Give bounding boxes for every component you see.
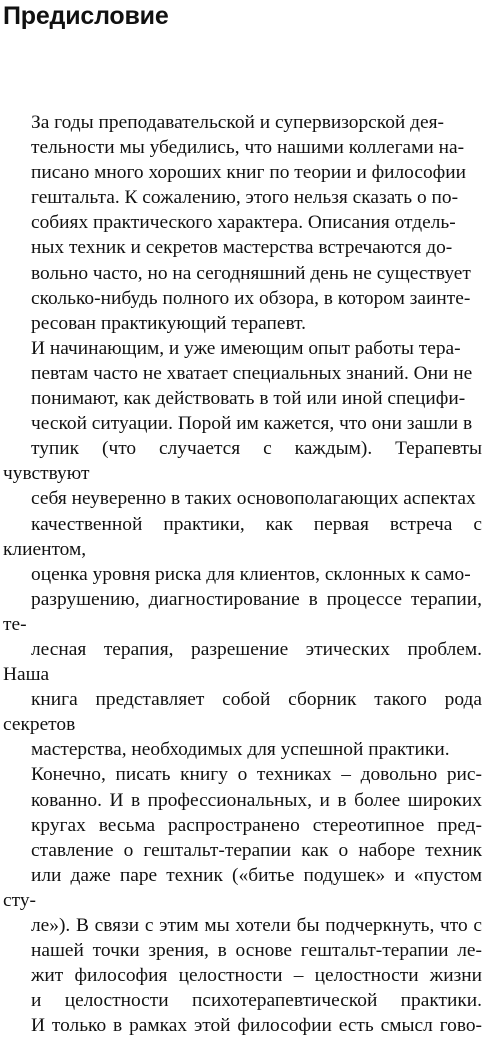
text-line: И начинающим, и уже имеющим опыт работы тера- xyxy=(31,337,461,359)
text-line: себя неуверенно в таких основополагающих аспектах xyxy=(31,488,476,510)
text-line: или даже паре техник («битье подушек» и «пустом сту- xyxy=(3,864,482,911)
text-line: гештальта. К сожалению, этого нельзя сказать о по- xyxy=(31,187,459,209)
text-line: собиях практического характера. Описания отдель- xyxy=(31,212,456,234)
text-line: мастерства, необходимых для успешной практики. xyxy=(31,739,450,761)
text-line: Конечно, писать книгу о техниках – довольно рис- xyxy=(31,764,482,786)
text-line: нашей точки зрения, в основе гештальт-терапии ле- xyxy=(31,940,482,962)
text-line: тельности мы убедились, что нашими коллегами на- xyxy=(31,137,465,159)
paragraph-1 xyxy=(3,110,482,336)
chapter-heading: Предисловие xyxy=(3,2,169,30)
text-line: ресован практикующий терапевт. xyxy=(31,312,307,334)
text-line: кругах весьма распространено стереотипное пред- xyxy=(31,814,482,836)
text-line: тупик (что случается с каждым). Терапевты чувствуют xyxy=(3,438,482,485)
text-line: качественной практики, как первая встреча с клиентом, xyxy=(3,513,482,560)
text-line: ных техник и секретов мастерства встречаются до- xyxy=(31,237,453,259)
text-line: ставление о гештальт-терапии как о наборе техник xyxy=(31,839,482,861)
text-line: лесная терапия, разрешение этических проблем. Наша xyxy=(3,638,482,686)
text-line: писано много хороших книг по теории и философии xyxy=(31,162,466,184)
paragraph-3 xyxy=(3,762,482,1038)
text-line: кованно. И в профессиональных, и в более широких xyxy=(31,789,482,811)
body-text xyxy=(3,110,482,1038)
text-line: вольно часто, но на сегодняшний день не существует xyxy=(31,262,471,284)
text-line: И только в рамках этой философии есть смысл гово- xyxy=(31,1015,482,1037)
text-line: оценка уровня риска для клиентов, склонных к само- xyxy=(31,563,471,585)
paragraph-2 xyxy=(3,336,482,763)
text-line: жит философия целостности – целостности жизни xyxy=(31,965,482,987)
text-line: разрушению, диагностирование в процессе терапии, те- xyxy=(3,588,482,635)
text-line: певтам часто не хватает специальных знаний. Они не xyxy=(31,362,473,384)
text-line: сколько-нибудь полного их обзора, в котором заинте- xyxy=(31,287,471,309)
text-line: понимают, как действовать в той или иной специфи- xyxy=(31,388,466,410)
text-line: ле»). В связи с этим мы хотели бы подчеркнуть, что с xyxy=(31,915,482,936)
text-line: и целостности психотерапевтической практики. xyxy=(31,990,482,1012)
text-line: ческой ситуации. Порой им кажется, что они зашли в xyxy=(31,413,473,435)
text-line: За годы преподавательской и супервизорской дея- xyxy=(31,112,444,133)
text-line: книга представляет собой сборник такого рода секретов xyxy=(3,689,482,736)
